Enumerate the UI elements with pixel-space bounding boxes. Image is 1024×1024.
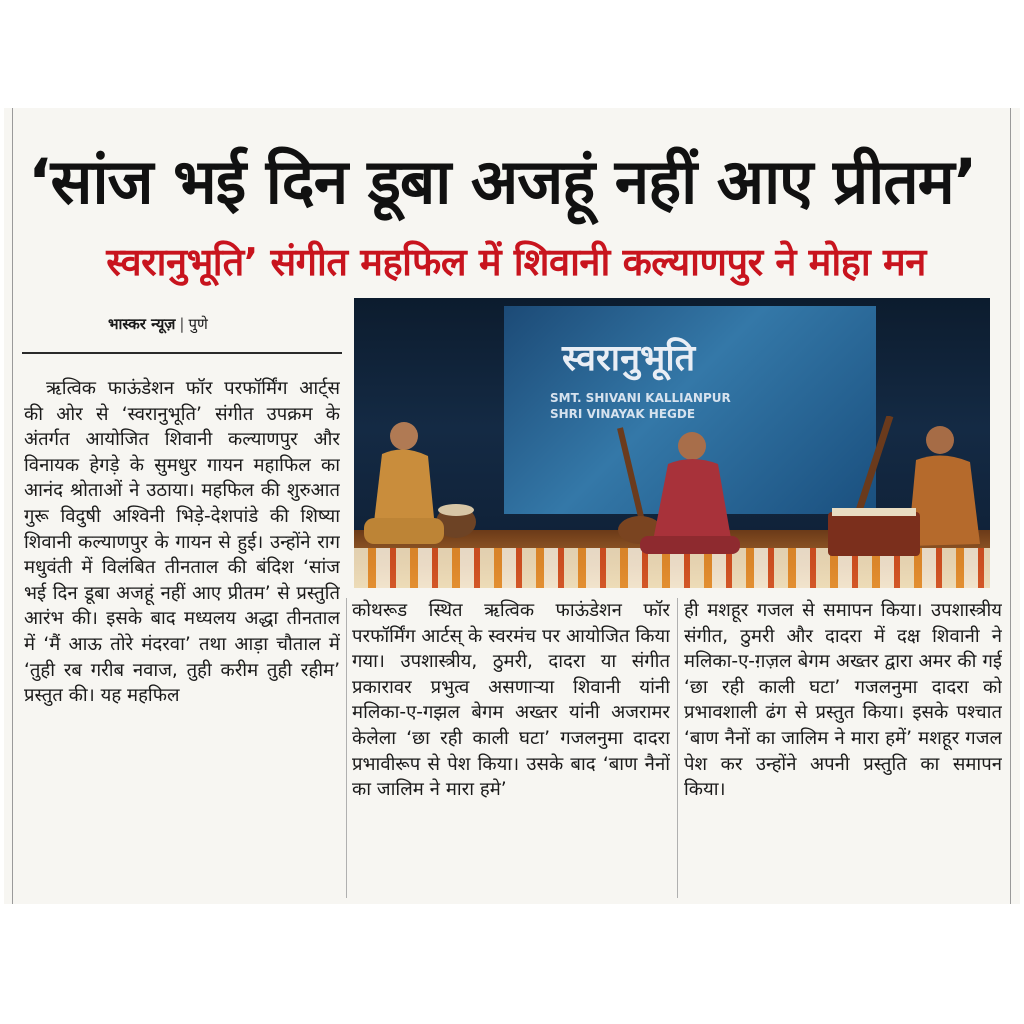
byline: [108, 310, 208, 338]
screen-line: SMT. SHIVANI KALLIANPUR: [550, 391, 731, 405]
article-column-3: ही मशहूर गजल से समापन किया। उपशास्त्रीय संगीत, ठुमरी और दादरा में दक्ष शिवानी ने मलिका-ए-ग़ज़ल बेगम अख्तर द्वारा अमर की गई ‘छा रही काली घटा’ गजलनुमा दादरा को प्रभावशाली ढंग से प्रस्तुत किया। इसके पश्चात ‘बाण नैनों का जालिम ने मारा हमें’ मशहूर गजल पेश कर उन्होंने अपनी प्रस्तुति का समापन किया।: [684, 600, 1002, 801]
byline-separator: |: [179, 315, 185, 333]
singer-figure: [600, 418, 750, 558]
right-column-rule: [1010, 108, 1011, 904]
newspaper-clipping: [4, 108, 1020, 904]
column-divider: [346, 598, 347, 898]
byline-city: पुणे: [188, 315, 208, 333]
article-column-2: कोथरूड स्थित ऋत्विक फाऊंडेशन फॉर परफॉर्मिंग आर्टस् के स्वरमंच पर आयोजित किया गया। उपशास्त्रीय, ठुमरी, दादरा या संगीत प्रकारावर प्रभुत्व असणाऱ्या शिवानी यांनी मलिका-ए-गझल बेगम अख्तर यांनी अजरामर केलेला ‘छा रही काली घटा’ गजलनुमा दादरा प्रभावीरूप से पेश किया। उसके बाद ‘बाण नैनों का जालिम ने मारा हमे’: [352, 600, 670, 801]
concert-photo: [354, 298, 990, 588]
headline: ‘सांज भई दिन डूबा अजहूं नहीं आए प्रीतम’: [28, 145, 977, 218]
screen-title: स्वरानुभूति: [562, 338, 696, 379]
harmonium-player-figure: [824, 416, 984, 566]
tabla-player-figure: [364, 414, 484, 554]
byline-source: भास्कर न्यूज़: [108, 315, 176, 333]
article-column-1: ऋत्विक फाऊंडेशन फॉर परफॉर्मिंग आर्ट्स की ओर से ‘स्वरानुभूति’ संगीत उपक्रम के अंतर्गत आयोजित शिवानी कल्याणपुर और विनायक हेगड़े के सुमधुर गायन महाफिल का आनंद श्रोताओं ने उठाया। महफिल की शुरुआत गुरू विदुषी अश्विनी भिड़े-देशपांडे की शिष्या शिवानी कल्याणपुर के गायन से हुई। उन्होंने राग मधुवंती में विलंबित तीनताल की बंदिश ‘सांज भई दिन डूबा अजहूं नहीं आए प्रीतम’ से प्रस्तुति आरंभ की। इसके बाद मध्यलय अद्धा तीनताल में ‘मैं आऊ तोरे मंदरवा’ तथा आड़ा चौताल में ‘तुही रब गरीब नवाज, तुही करीम तुही रहीम’ प्रस्तुत की। यह महफिल: [24, 378, 340, 707]
left-column-rule: [12, 108, 13, 904]
column-divider: [677, 598, 678, 898]
subheadline: स्वरानुभूति’ संगीत महफिल में शिवानी कल्याणपुर ने मोहा मन: [106, 240, 926, 284]
byline-underline: [22, 352, 342, 354]
screen-line: SHRI VINAYAK HEGDE: [550, 407, 696, 421]
